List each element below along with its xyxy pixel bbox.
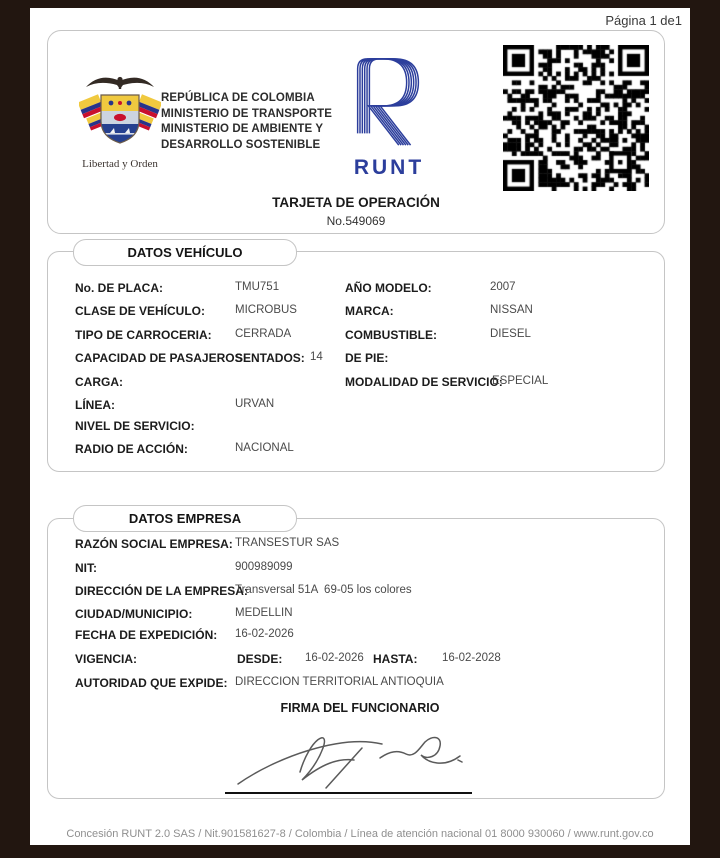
- coat-of-arms-icon: [79, 71, 161, 151]
- runt-r-icon: [349, 53, 429, 151]
- company-section-title: DATOS EMPRESA: [73, 505, 297, 532]
- field-label: FECHA DE EXPEDICIÓN:: [75, 628, 218, 642]
- field-row: [30, 351, 690, 371]
- coat-caption: Libertad y Orden: [82, 158, 158, 170]
- field-value: 16-02-2026: [235, 628, 294, 640]
- field-row: [30, 281, 690, 301]
- field-value: 14: [310, 351, 323, 363]
- field-value: NISSAN: [490, 304, 533, 316]
- field-value: DIESEL: [490, 328, 531, 340]
- field-value: TRANSESTUR SAS: [235, 537, 340, 549]
- field-label: CAPACIDAD DE PASAJEROS:: [75, 351, 247, 365]
- field-label: MARCA:: [345, 304, 394, 318]
- field-row: [30, 584, 690, 604]
- header-card: [47, 30, 665, 234]
- page-indicator: Página 1 de1: [605, 13, 682, 28]
- field-value: 2007: [490, 281, 516, 293]
- field-value: ESPECIAL: [492, 375, 549, 387]
- field-label: AUTORIDAD QUE EXPIDE:: [75, 676, 228, 690]
- signature-title: FIRMA DEL FUNCIONARIO: [280, 701, 440, 715]
- field-value: 16-02-2026: [305, 652, 364, 664]
- field-value: NACIONAL: [235, 442, 294, 454]
- qr-code-icon: [503, 45, 649, 191]
- field-label: SENTADOS:: [235, 351, 305, 365]
- field-label: NIVEL DE SERVICIO:: [75, 419, 195, 433]
- field-row: [30, 398, 690, 418]
- qr-code: [503, 45, 649, 191]
- field-row: [30, 442, 690, 462]
- field-label: RAZÓN SOCIAL EMPRESA:: [75, 537, 233, 551]
- field-label: MODALIDAD DE SERVICIO:: [345, 375, 503, 389]
- field-label: VIGENCIA:: [75, 652, 138, 666]
- field-value: MEDELLIN: [235, 607, 293, 619]
- field-label: NIT:: [75, 561, 97, 575]
- field-row: [30, 304, 690, 324]
- ministry-line: MINISTERIO DE AMBIENTE Y: [161, 123, 324, 135]
- field-label: RADIO DE ACCIÓN:: [75, 442, 188, 456]
- field-value: 16-02-2028: [442, 652, 501, 664]
- colombia-coat-of-arms: [68, 71, 172, 170]
- document-number: No.549069: [326, 214, 386, 228]
- field-row: [30, 628, 690, 648]
- field-value: TMU751: [235, 281, 280, 293]
- field-label: HASTA:: [373, 652, 418, 666]
- field-label: DIRECCIÓN DE LA EMPRESA:: [75, 584, 248, 598]
- field-row: [30, 328, 690, 348]
- runt-logo: [341, 53, 437, 180]
- field-row: [30, 537, 690, 557]
- field-label: No. DE PLACA:: [75, 281, 163, 295]
- field-label: DESDE:: [237, 652, 283, 666]
- field-row: [30, 607, 690, 627]
- document-page: [30, 8, 690, 845]
- field-row: [30, 652, 690, 672]
- vehicle-section-title: DATOS VEHÍCULO: [73, 239, 297, 266]
- field-label: DE PIE:: [345, 351, 389, 365]
- runt-wordmark: RUNT: [353, 156, 425, 179]
- field-row: [30, 375, 690, 395]
- field-label: COMBUSTIBLE:: [345, 328, 437, 342]
- field-label: CLASE DE VEHÍCULO:: [75, 304, 206, 318]
- ministry-text: [161, 91, 332, 153]
- field-label: AÑO MODELO:: [345, 281, 432, 295]
- field-label: CIUDAD/MUNICIPIO:: [75, 607, 193, 621]
- official-signature: [230, 714, 490, 792]
- document-title: TARJETA DE OPERACIÓN: [272, 195, 440, 210]
- ministry-line: REPÚBLICA DE COLOMBIA: [161, 92, 315, 104]
- field-label: TIPO DE CARROCERIA:: [75, 328, 212, 342]
- field-value: Transversal 51A 69-05 los colores: [235, 584, 412, 596]
- footer-text: Concesión RUNT 2.0 SAS / Nit.901581627-8 / Colombia / Línea de atención nacional 01 8000 930060 / www.runt.gov.co: [66, 828, 654, 840]
- signature-line: [225, 792, 472, 794]
- field-value: DIRECCION TERRITORIAL ANTIOQUIA: [235, 676, 444, 688]
- field-row: [30, 676, 690, 696]
- field-value: MICROBUS: [235, 304, 297, 316]
- field-value: URVAN: [235, 398, 275, 410]
- field-label: LÍNEA:: [75, 398, 115, 412]
- ministry-line: MINISTERIO DE TRANSPORTE: [161, 107, 333, 120]
- ministry-line: DESARROLLO SOSTENIBLE: [161, 138, 321, 151]
- field-row: [30, 561, 690, 581]
- field-value: 900989099: [235, 561, 293, 573]
- field-row: [30, 419, 690, 439]
- field-value: CERRADA: [235, 328, 292, 340]
- field-label: CARGA:: [75, 375, 123, 389]
